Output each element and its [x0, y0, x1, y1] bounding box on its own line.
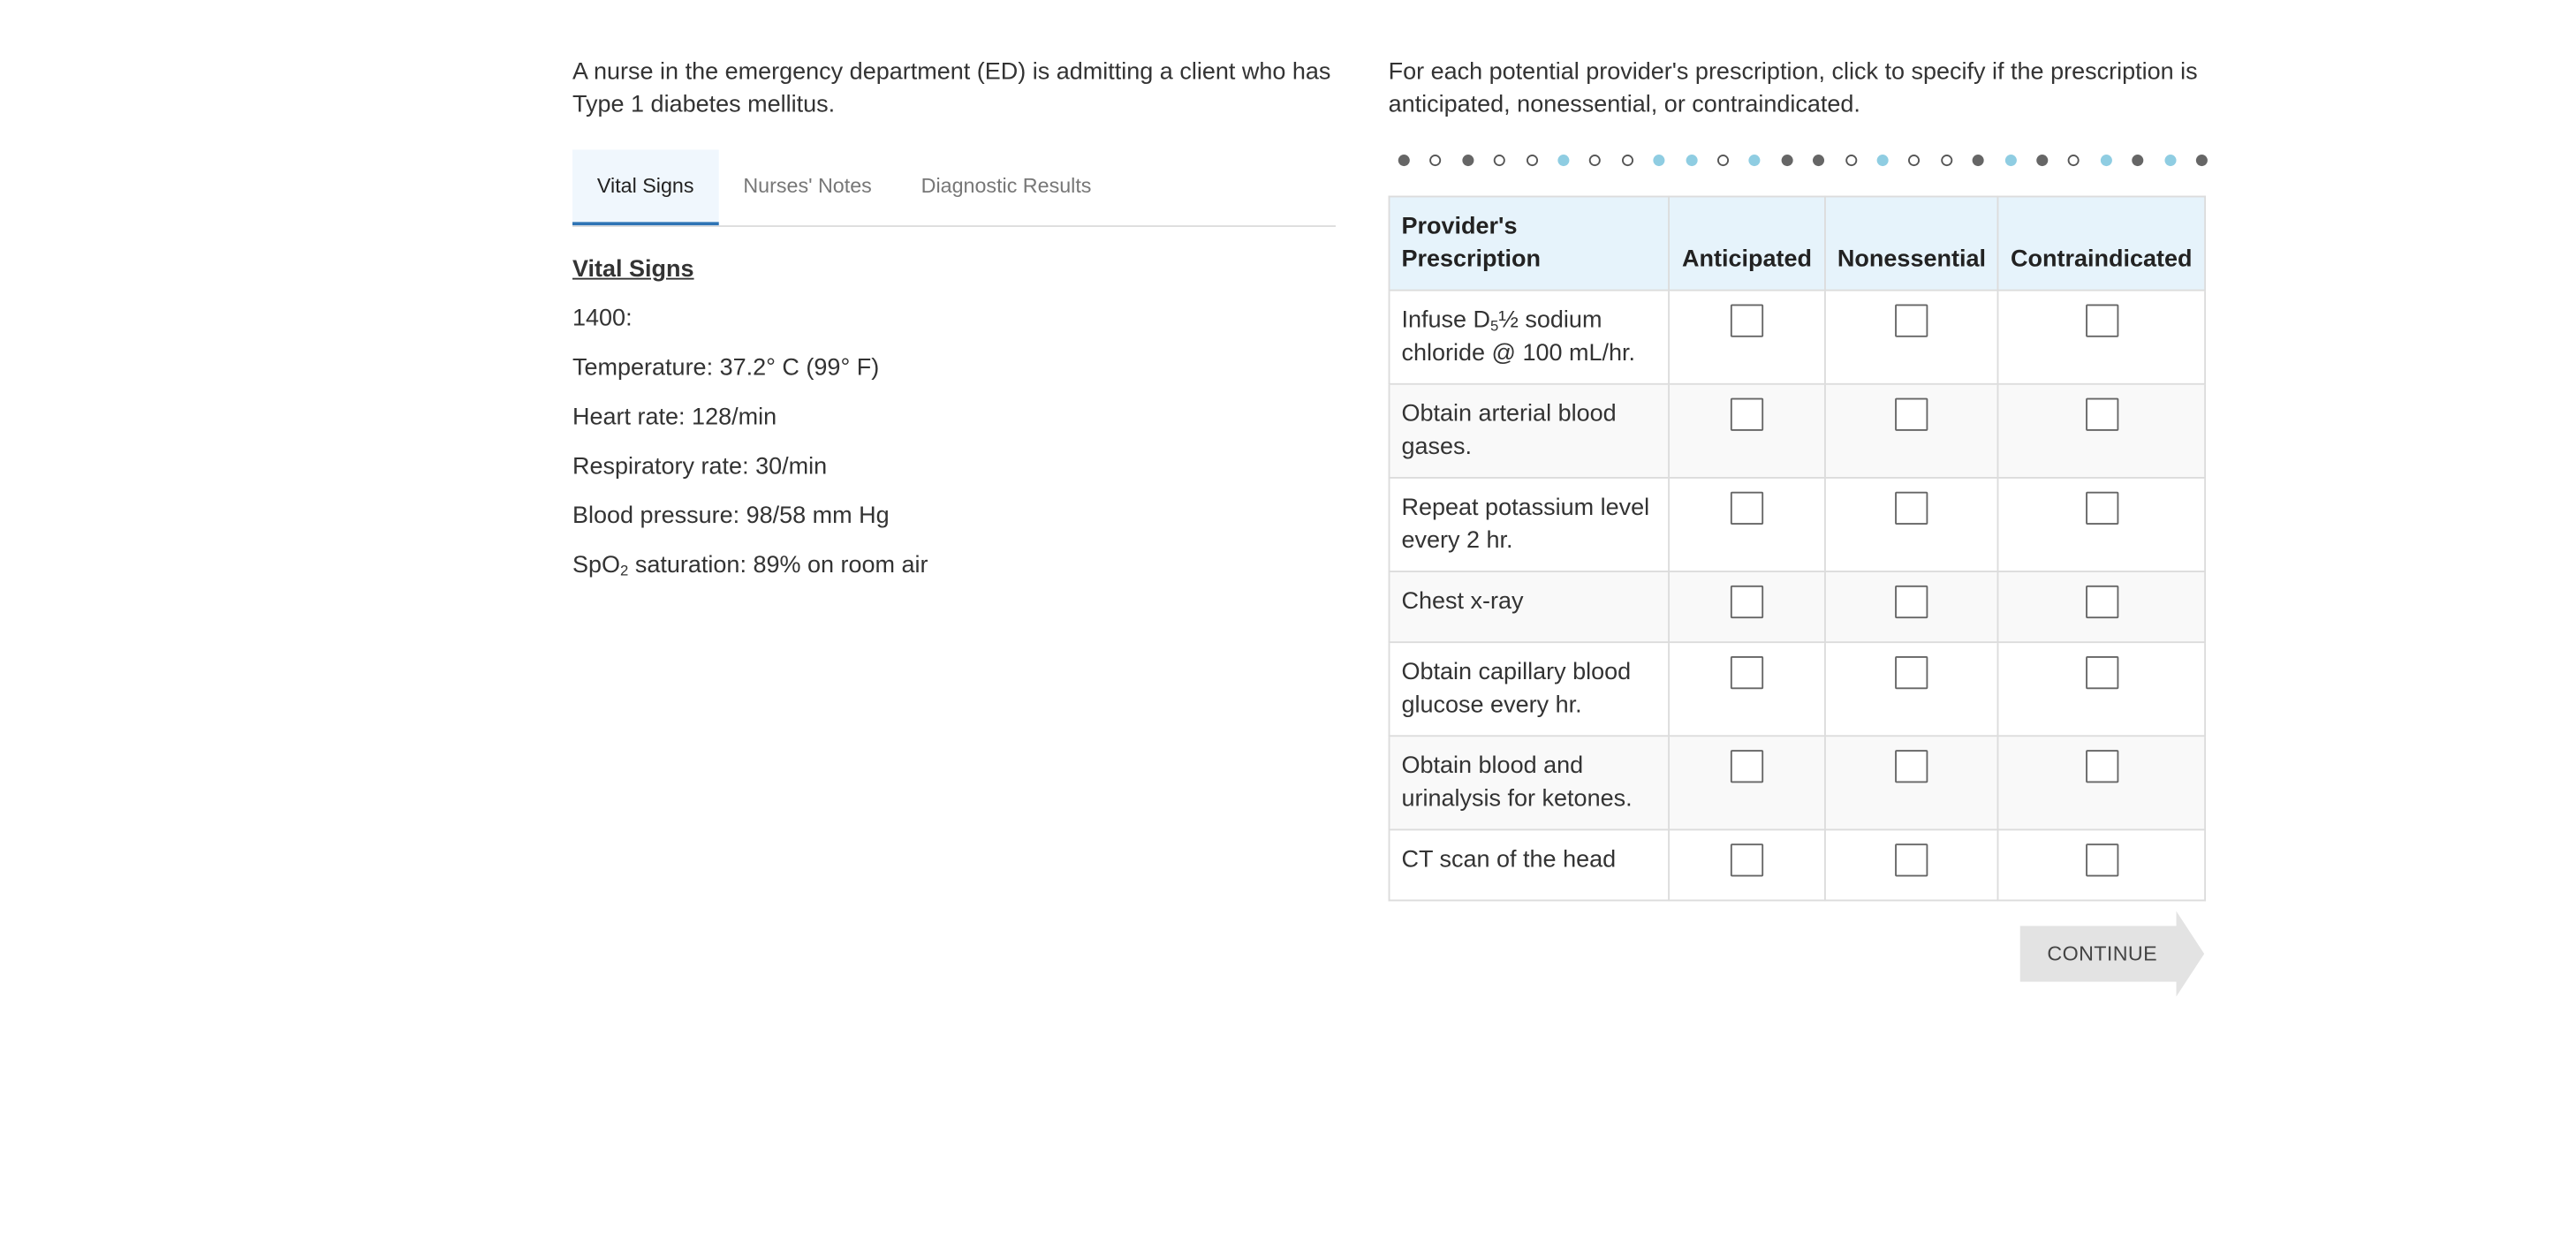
progress-dot [1973, 155, 1984, 166]
anticipated-cell [1669, 291, 1825, 384]
contraindicated-checkbox[interactable] [2085, 656, 2118, 689]
anticipated-checkbox[interactable] [1731, 750, 1763, 782]
progress-dot [1589, 155, 1601, 166]
vital-signs-title: Vital Signs [572, 256, 694, 284]
nonessential-checkbox[interactable] [1895, 492, 1928, 525]
progress-dot [1654, 155, 1665, 166]
prescription-cell: Obtain blood and urinalysis for ketones. [1390, 736, 1670, 829]
anticipated-checkbox[interactable] [1731, 843, 1763, 876]
contraindicated-checkbox[interactable] [2085, 586, 2118, 618]
contraindicated-cell [1997, 291, 2205, 384]
prescription-matrix [1389, 196, 2206, 902]
header-contraindicated: Contraindicated [1997, 197, 2205, 291]
anticipated-cell [1669, 478, 1825, 571]
nonessential-cell [1825, 478, 1998, 571]
anticipated-cell [1669, 736, 1825, 829]
header-anticipated: Anticipated [1669, 197, 1825, 291]
contraindicated-cell [1997, 642, 2205, 736]
continue-label: CONTINUE [2047, 941, 2157, 966]
vital-time: 1400: [572, 306, 633, 333]
progress-dots [1389, 148, 2205, 175]
progress-dot [1781, 155, 1792, 166]
progress-dot [1398, 155, 1410, 166]
progress-dot [2196, 155, 2208, 166]
progress-dot [1686, 155, 1697, 166]
table-row [1390, 478, 2206, 571]
prescription-cell: CT scan of the head [1390, 829, 1670, 900]
vital-respiratory-rate: Respiratory rate: 30/min [572, 453, 828, 480]
contraindicated-checkbox[interactable] [2085, 843, 2118, 876]
question-panel [1388, 56, 2205, 873]
progress-dot [1813, 155, 1824, 166]
vital-signs-panel [572, 256, 1336, 578]
anticipated-cell [1669, 829, 1825, 900]
table-row [1390, 384, 2206, 478]
anticipated-checkbox[interactable] [1731, 304, 1763, 336]
progress-dot [1526, 155, 1537, 166]
nonessential-cell [1825, 642, 1998, 736]
progress-dot [1909, 155, 1921, 166]
table-row [1390, 736, 2206, 829]
contraindicated-checkbox[interactable] [2085, 750, 2118, 782]
progress-dot [1877, 155, 1889, 166]
progress-dot [2036, 155, 2048, 166]
tab-diagnostic-results[interactable]: Diagnostic Results [921, 174, 1092, 198]
anticipated-checkbox[interactable] [1731, 656, 1763, 689]
instruction-text: For each potential provider's prescription, click to specify if the prescription is anticipated, nonessential, or contraindicated. [1388, 59, 2198, 119]
anticipated-cell [1669, 384, 1825, 478]
contraindicated-checkbox[interactable] [2085, 304, 2118, 336]
prescription-text-rest: ½ sodium chloride @ 100 mL/hr. [1401, 307, 1636, 367]
contraindicated-cell [1997, 478, 2205, 571]
anticipated-checkbox[interactable] [1731, 586, 1763, 618]
nonessential-checkbox[interactable] [1895, 586, 1928, 618]
contraindicated-checkbox[interactable] [2085, 398, 2118, 431]
spo2-prefix: SpO [572, 552, 621, 579]
table-row [1390, 642, 2206, 736]
prescription-cell [1390, 291, 1670, 384]
prescription-cell: Repeat potassium level every 2 hr. [1390, 478, 1670, 571]
progress-dot [1462, 155, 1474, 166]
nonessential-checkbox[interactable] [1895, 843, 1928, 876]
nonessential-checkbox[interactable] [1895, 304, 1928, 336]
anticipated-checkbox[interactable] [1731, 492, 1763, 525]
vital-blood-pressure: Blood pressure: 98/58 mm Hg [572, 503, 890, 530]
anticipated-cell [1669, 571, 1825, 642]
table-row [1390, 571, 2206, 642]
prescription-cell: Chest x-ray [1390, 571, 1670, 642]
contraindicated-cell [1997, 736, 2205, 829]
progress-dot [1845, 155, 1856, 166]
contraindicated-cell [1997, 829, 2205, 900]
vital-temperature: Temperature: 37.2° C (99° F) [572, 355, 880, 382]
nonessential-cell [1825, 384, 1998, 478]
progress-dot [2004, 155, 2016, 166]
header-prescription: Provider's Prescription [1390, 197, 1670, 291]
nonessential-cell [1825, 736, 1998, 829]
prescription-text: Infuse D [1401, 307, 1491, 335]
progress-dot [1622, 155, 1633, 166]
progress-dot [2164, 155, 2176, 166]
case-study-panel [572, 56, 1336, 601]
continue-button[interactable] [2020, 911, 2205, 997]
spo2-subscript: 2 [620, 562, 629, 579]
nonessential-cell [1825, 291, 1998, 384]
nonessential-checkbox[interactable] [1895, 656, 1928, 689]
anticipated-cell [1669, 642, 1825, 736]
prescription-subscript: 5 [1490, 317, 1499, 335]
table-row [1390, 291, 2206, 384]
contraindicated-cell [1997, 384, 2205, 478]
progress-dot [2133, 155, 2144, 166]
scenario-text: A nurse in the emergency department (ED) is admitting a client who has Type 1 diabetes mellitus. [572, 59, 1331, 119]
prescription-cell: Obtain capillary blood glucose every hr. [1390, 642, 1670, 736]
tab-nurses-notes[interactable]: Nurses' Notes [743, 174, 872, 198]
progress-dot [2068, 155, 2080, 166]
matrix-header-row [1390, 197, 2206, 291]
contraindicated-checkbox[interactable] [2085, 492, 2118, 525]
progress-dot [2100, 155, 2111, 166]
progress-dot [1717, 155, 1729, 166]
nonessential-checkbox[interactable] [1895, 398, 1928, 431]
nonessential-checkbox[interactable] [1895, 750, 1928, 782]
tab-vital-signs[interactable]: Vital Signs [572, 149, 718, 225]
tab-bar [572, 149, 1336, 227]
progress-dot [1941, 155, 1952, 166]
nonessential-cell [1825, 829, 1998, 900]
vital-spo2 [572, 553, 1336, 579]
prescription-cell: Obtain arterial blood gases. [1390, 384, 1670, 478]
contraindicated-cell [1997, 571, 2205, 642]
table-row [1390, 829, 2206, 900]
anticipated-checkbox[interactable] [1731, 398, 1763, 431]
progress-dot [1749, 155, 1761, 166]
progress-dot [1430, 155, 1442, 166]
nonessential-cell [1825, 571, 1998, 642]
progress-dot [1557, 155, 1569, 166]
spo2-rest: saturation: 89% on room air [628, 552, 928, 579]
header-nonessential: Nonessential [1825, 197, 1998, 291]
vital-heart-rate: Heart rate: 128/min [572, 404, 777, 431]
progress-dot [1494, 155, 1505, 166]
